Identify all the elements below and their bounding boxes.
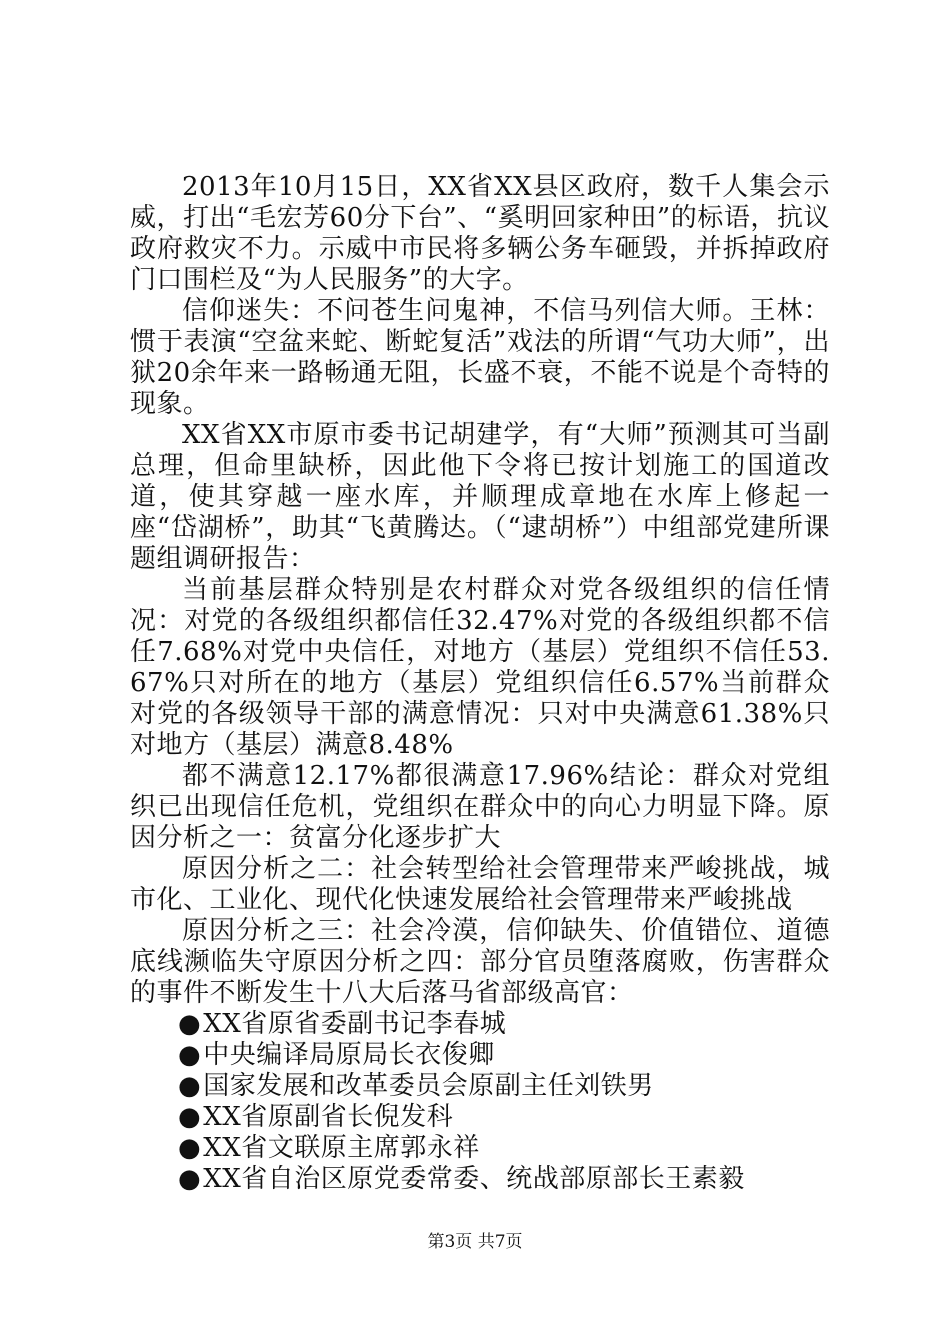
bullet-icon: ● bbox=[178, 1102, 202, 1132]
paragraph-belief-loss: 信仰迷失：不问苍生问鬼神，不信马列信大师。王林：惯于表演“空盆来蛇、断蛇复活”戏法的所谓“气功大师”，出狱20余年来一路畅通无阻，长盛不衰，不能不说是个奇特的现象。 bbox=[130, 296, 830, 419]
paragraph-protest: 2013年10月15日，XX省XX县区政府，数千人集会示威，打出“毛宏芳60分下台”、“奚明回家种田”的标语，抗议政府救灾不力。示威中市民将多辆公务车砸毁，并拆掉政府门口围栏及“为人民服务”的大字。 bbox=[130, 172, 830, 295]
bullet-icon: ● bbox=[178, 1071, 202, 1101]
list-item bbox=[130, 1133, 830, 1164]
page-number: 第3页 共7页 bbox=[427, 1232, 523, 1252]
bullet-icon: ● bbox=[178, 1009, 202, 1039]
bullet-icon: ● bbox=[178, 1164, 202, 1194]
official-name: XX省原省委副书记李春城 bbox=[203, 1009, 507, 1039]
paragraph-conclusion: 都不满意12.17%都很满意17.96%结论：群众对党组织已出现信任危机，党组织在群众中的向心力明显下降。原因分析之一：贫富分化逐步扩大 bbox=[130, 761, 830, 853]
official-name: 中央编译局原局长衣俊卿 bbox=[203, 1040, 495, 1070]
official-name: XX省文联原主席郭永祥 bbox=[203, 1133, 480, 1163]
bullet-icon: ● bbox=[178, 1040, 202, 1070]
list-item bbox=[130, 1164, 830, 1195]
document-page bbox=[130, 172, 830, 1195]
list-item bbox=[130, 1040, 830, 1071]
list-item bbox=[130, 1071, 830, 1102]
official-name: XX省原副省长倪发科 bbox=[203, 1102, 454, 1132]
official-name: 国家发展和改革委员会原副主任刘铁男 bbox=[203, 1071, 654, 1101]
paragraph-trust-survey: 当前基层群众特别是农村群众对党各级组织的信任情况：对党的各级组织都信任32.47%对党的各级组织都不信任7.68%对党中央信任，对地方（基层）党组织不信任53.67%只对所在的地方（基层）党组织信任6.57%当前群众对党的各级领导干部的满意情况：只对中央满意61.38%只对地方（基层）满意8.48% bbox=[130, 575, 830, 760]
list-item bbox=[130, 1009, 830, 1040]
list-item bbox=[130, 1102, 830, 1133]
page-footer bbox=[0, 1227, 950, 1252]
paragraph-bridge-story: XX省XX市原市委书记胡建学，有“大师”预测其可当副总理，但命里缺桥，因此他下令将已按计划施工的国道改道，使其穿越一座水库，并顺理成章地在水库上修起一座“岱湖桥”，助其“飞黄腾达。（“逮胡桥”）中组部党建所课题组调研报告： bbox=[130, 420, 830, 574]
official-name: XX省自治区原党委常委、统战部原部长王素毅 bbox=[203, 1164, 745, 1194]
paragraph-cause-three-four: 原因分析之三：社会冷漠，信仰缺失、价值错位、道德底线濒临失守原因分析之四：部分官员堕落腐败，伤害群众的事件不断发生十八大后落马省部级高官： bbox=[130, 916, 830, 1008]
officials-list bbox=[130, 1009, 830, 1195]
paragraph-cause-two: 原因分析之二：社会转型给社会管理带来严峻挑战，城市化、工业化、现代化快速发展给社会管理带来严峻挑战 bbox=[130, 854, 830, 915]
bullet-icon: ● bbox=[178, 1133, 202, 1163]
